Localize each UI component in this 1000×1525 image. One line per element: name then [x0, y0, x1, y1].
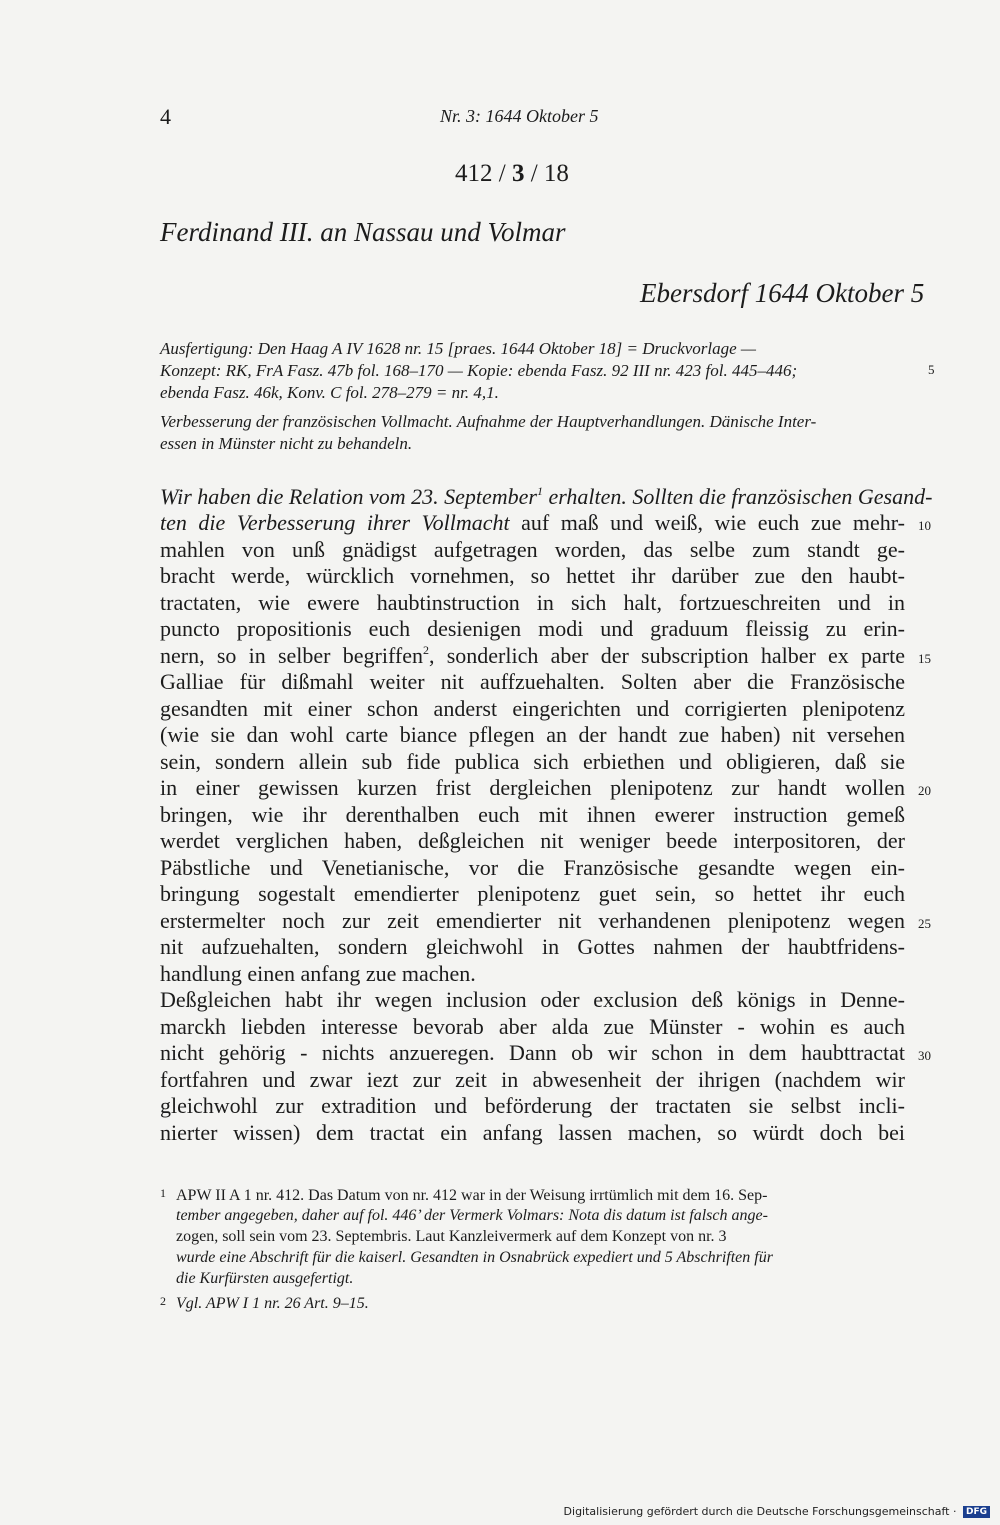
source-line: Konzept: RK, FrA Fasz. 47b fol. 168–170 — Kopie: ebenda Fasz. 92 III nr. 423 fol. 445–446; [160, 361, 798, 380]
body-line: marckh liebden interesse bevorab aber alda zue Münster - wohin es auch [160, 1014, 905, 1039]
doc-id-reference: 18 [543, 160, 569, 187]
source-line: ebenda Fasz. 46k, Konv. C fol. 278–279 = nr. 4,1. [160, 383, 499, 402]
body-line: nit aufzuehalten, sondern gleichwohl in Gottes nahmen der haubtfridens- [160, 934, 905, 959]
footnote-number: 2 [160, 1294, 166, 1308]
body-line: werdet verglichen haben, deßgleichen nit weniger beede interpositoren, der [160, 828, 905, 853]
page-number: 4 [160, 104, 171, 129]
doc-id-separator: / [530, 160, 538, 187]
body-line: gleichwohl zur extradition und beförderung der tractaten sie selbst incli- [160, 1093, 905, 1118]
footnote-line: zogen, soll sein vom 23. Septembris. Laut Kanzleivermerk auf dem Konzept von nr. 3 [176, 1228, 727, 1245]
line-number: 5 [928, 362, 935, 377]
footnote-ref[interactable]: 1 [536, 484, 543, 498]
line-number: 25 [918, 916, 931, 931]
footnote-number: 1 [160, 1186, 166, 1200]
body-line: (wie sie dan wohl carte biance pflegen an der handt zue haben) nit versehen [160, 722, 905, 747]
body-line: erstermelter noch zur zeit emendierter nit verhandenen plenipotenz wegen [160, 908, 905, 933]
body-line: Deßgleichen habt ihr wegen inclusion oder exclusion deß königs in Denne- [160, 987, 905, 1012]
doc-id-separator: / [498, 160, 506, 187]
body-line: gesandten mit einer schon anderst eingerichten und corrigierten plenipotenz [160, 696, 905, 721]
doc-id-volume: 412 [455, 160, 493, 187]
place-date: Ebersdorf 1644 Oktober 5 [640, 278, 925, 308]
body-line: Wir haben die Relation vom 23. September$^1$ erhalten. Sollten die französischen Gesand- [160, 484, 933, 509]
footnote-1: 1 APW II A 1 nr. 412. Das Datum von nr. 412 war in der Weisung irrtümlich mit dem 16. Sep- [160, 1186, 768, 1204]
body-line: bringung sogestalt emendierter plenipotenz guet sein, so hettet ihr euch [160, 881, 905, 906]
line-number: 15 [918, 651, 931, 666]
running-head: Nr. 3: 1644 Oktober 5 [440, 106, 599, 126]
body-line: mahlen von unß gnädigst aufgetragen worden, das selbe zum standt ge- [160, 537, 905, 562]
body-line: nicht gehörig - nichts anzueregen. Dann ob wir schon in dem haubttractat [160, 1040, 905, 1065]
footnote-2: 2 Vgl. APW I 1 nr. 26 Art. 9–15. [160, 1294, 369, 1312]
source-line: Ausfertigung: Den Haag A IV 1628 nr. 15 [praes. 1644 Oktober 18] = Druckvorlage — [160, 339, 757, 358]
line-number: 10 [918, 518, 931, 533]
body-line: nern, so in selber begriffen$^2$, sonderlich aber der subscription halber ex parte [160, 643, 905, 668]
credit-separator: · [952, 1505, 957, 1518]
digitization-credit[interactable] [564, 1505, 990, 1518]
body-line: in einer gewissen kurzen frist dergleichen plenipotenz zur handt wollen [160, 775, 905, 800]
line-number: 30 [918, 1048, 931, 1063]
footnote-line: tember angegeben, daher auf fol. 446’ der Vermerk Volmars: Nota dis datum ist falsch ange- [176, 1207, 768, 1224]
body-line: puncto propositionis euch desienigen modi und graduum fleissig zu erin- [160, 616, 905, 641]
body-line: bringen, wie ihr derenthalben euch mit ihnen ewerer instruction gemeß [160, 802, 905, 827]
body-line: tractaten, wie ewere haubtinstruction in sich halt, fortzueschreiten und in [160, 590, 905, 615]
line-number: 20 [918, 783, 931, 798]
body-line: nierter wissen) dem tractat ein anfang lassen machen, so würdt doch bei [160, 1120, 905, 1145]
body-line: ten die Verbesserung ihrer Vollmacht auf maß und weiß, wie euch zue mehr- [160, 510, 905, 535]
body-line: fortfahren und zwar iezt zur zeit in abwesenheit der ihrigen (nachdem wir [160, 1067, 905, 1092]
document-title: Ferdinand III. an Nassau und Volmar [160, 217, 566, 247]
summary-line: essen in Münster nicht zu behandeln. [160, 434, 413, 453]
doc-id-number: 3 [511, 160, 525, 187]
body-line: Päbstliche und Venetianische, vor die Französische gesandte wegen ein- [160, 855, 905, 880]
summary-line: Verbesserung der französischen Vollmacht. Aufnahme der Hauptverhandlungen. Dänische Inter- [160, 412, 817, 431]
document-id [455, 160, 569, 188]
body-line: Galliae für dißmahl weiter nit auffzuehalten. Solten aber die Französische [160, 669, 905, 694]
footnote-line: die Kurfürsten ausgefertigt. [176, 1270, 354, 1287]
body-line: bracht werde, würcklich vornehmen, so hettet ihr darüber zue den haubt- [160, 563, 905, 588]
footnote-ref[interactable]: 2 [422, 643, 429, 657]
footnote-line: wurde eine Abschrift für die kaiserl. Gesandten in Osnabrück expediert und 5 Abschriften für [176, 1249, 773, 1266]
body-line: handlung einen anfang zue machen. [160, 961, 476, 986]
body-line: sein, sondern allein sub fide publica sich erbiethen und obligieren, daß sie [160, 749, 905, 774]
credit-text: Digitalisierung gefördert durch die Deutsche Forschungsgemeinschaft [563, 1505, 950, 1518]
dfg-logo-icon: DFG [963, 1506, 990, 1518]
